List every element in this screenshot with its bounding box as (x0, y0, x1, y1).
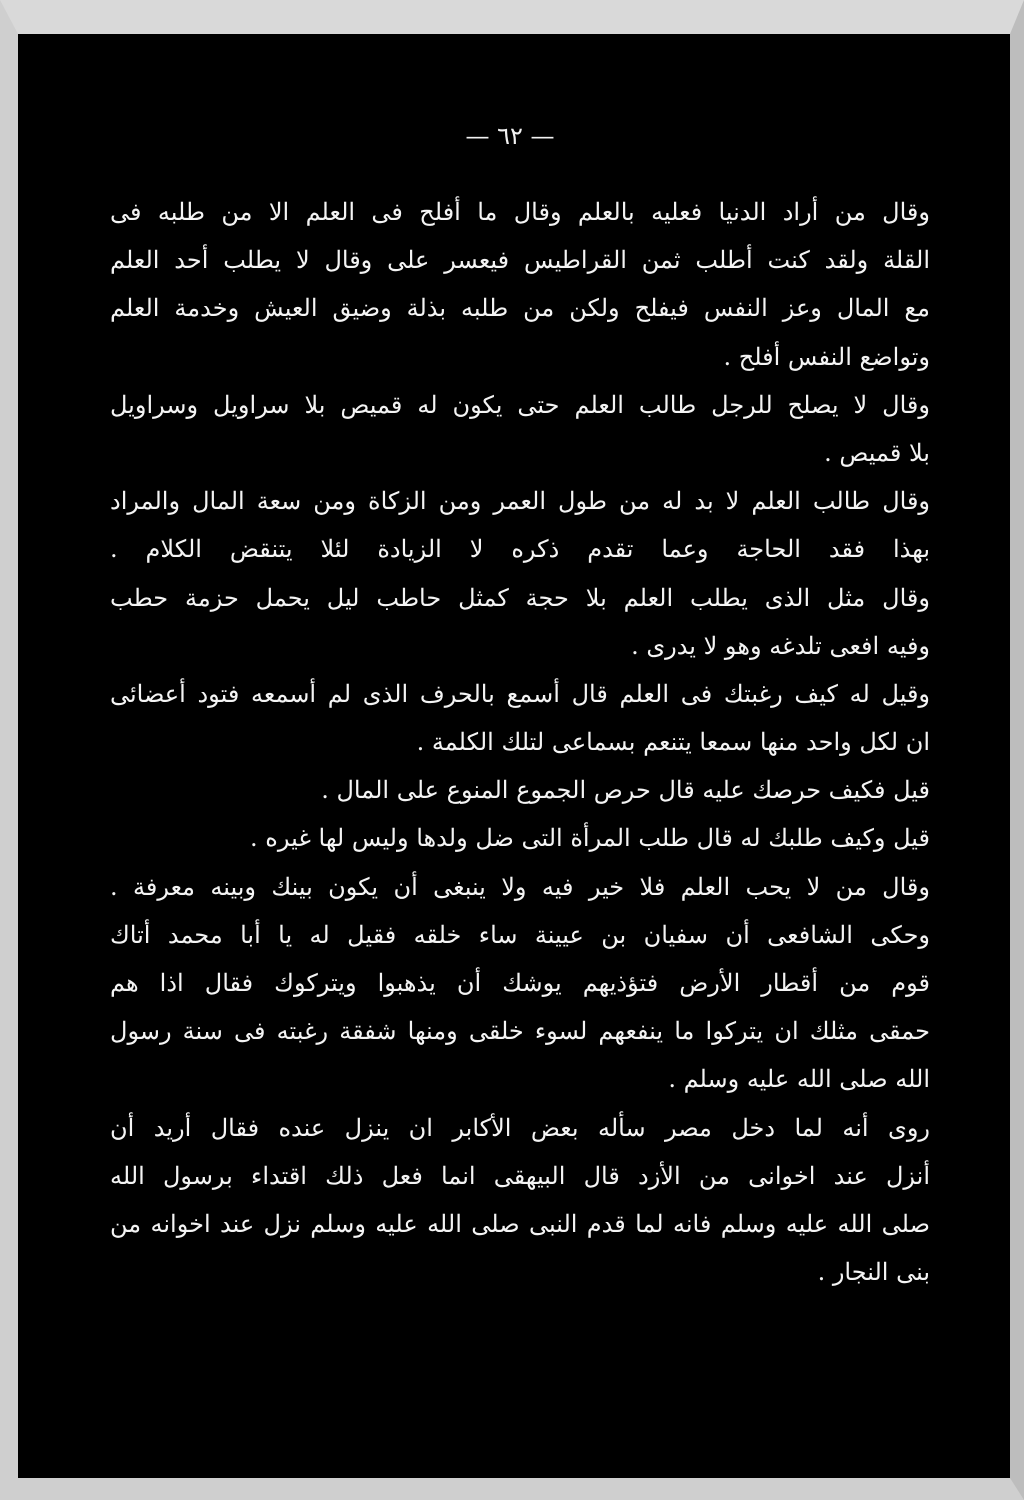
text-line: قيل فكيف حرصك عليه قال حرص الجموع المنوع على المال . (321, 776, 930, 805)
text-line: بهذا فقد الحاجة وعما تقدم ذكره لا الزيادة لئلا يتنقض الكلام . (110, 535, 930, 564)
text-line: وقال طالب العلم لا بد له من طول العمر ومن الزكاة ومن سعة المال والمراد (110, 487, 930, 516)
text-line: وقال مثل الذى يطلب العلم بلا حجة كمثل حاطب ليل يحمل حزمة حطب (110, 583, 930, 612)
text-line: وفيه افعى تلدغه وهو لا يدرى . (631, 631, 930, 660)
text-line: وحكى الشافعى أن سفيان بن عيينة ساء خلقه فقيل له يا أبا محمد أتاك (110, 920, 930, 949)
text-line: أنزل عند اخوانى من الأزد قال البيهقى انما فعل ذلك اقتداء برسول الله (110, 1161, 930, 1190)
text-line: ان لكل واحد منها سمعا يتنعم بسماعى لتلك الكلمة . (416, 728, 930, 757)
text-line: روى أنه لما دخل مصر سأله بعض الأكابر ان ينزل عنده فقال أريد أن (110, 1113, 930, 1142)
text-line: وقال من لا يحب العلم فلا خير فيه ولا ينبغى أن يكون بينك وبينه معرفة . (110, 872, 930, 901)
text-line: قوم من أقطار الأرض فتؤذيهم يوشك أن يذهبوا ويتركوك فقال اذا هم (110, 969, 930, 997)
text-line: بلا قميص . (824, 438, 930, 467)
text-line: صلى الله عليه وسلم فانه لما قدم النبى صلى الله عليه وسلم نزل عند اخوانه من (110, 1209, 930, 1238)
text-line: وقال لا يصلح للرجل طالب العلم حتى يكون له قميص بلا سراويل وسراويل (110, 390, 930, 419)
page-number: — ٦٢ — (465, 122, 555, 150)
book-page (40, 40, 980, 1470)
text-line: بنى النجار . (817, 1258, 930, 1287)
text-line: الله صلى الله عليه وسلم . (668, 1065, 930, 1094)
text-line: وقال من أراد الدنيا فعليه بالعلم وقال ما أفلح فى العلم الا من طلبه فى (110, 198, 930, 226)
text-line: قيل وكيف طلبك له قال طلب المرأة التى ضل ولدها وليس لها غيره . (250, 824, 930, 853)
text-line: وتواضع النفس أفلح . (723, 342, 930, 371)
text-line: حمقى مثلك ان يتركوا ما ينفعهم لسوء خلقى ومنها شفقة رغبته فى سنة رسول (110, 1017, 930, 1046)
text-line: مع المال وعز النفس فيفلح ولكن من طلبه بذلة وضيق العيش وخدمة العلم (110, 294, 930, 323)
arabic-text-body (110, 188, 930, 1296)
text-line: القلة ولقد كنت أطلب ثمن القراطيس فيعسر على وقال لا يطلب أحد العلم (110, 246, 930, 275)
text-line: وقيل له كيف رغبتك فى العلم قال أسمع بالحرف الذى لم أسمعه فتود أعضائى (110, 679, 930, 708)
